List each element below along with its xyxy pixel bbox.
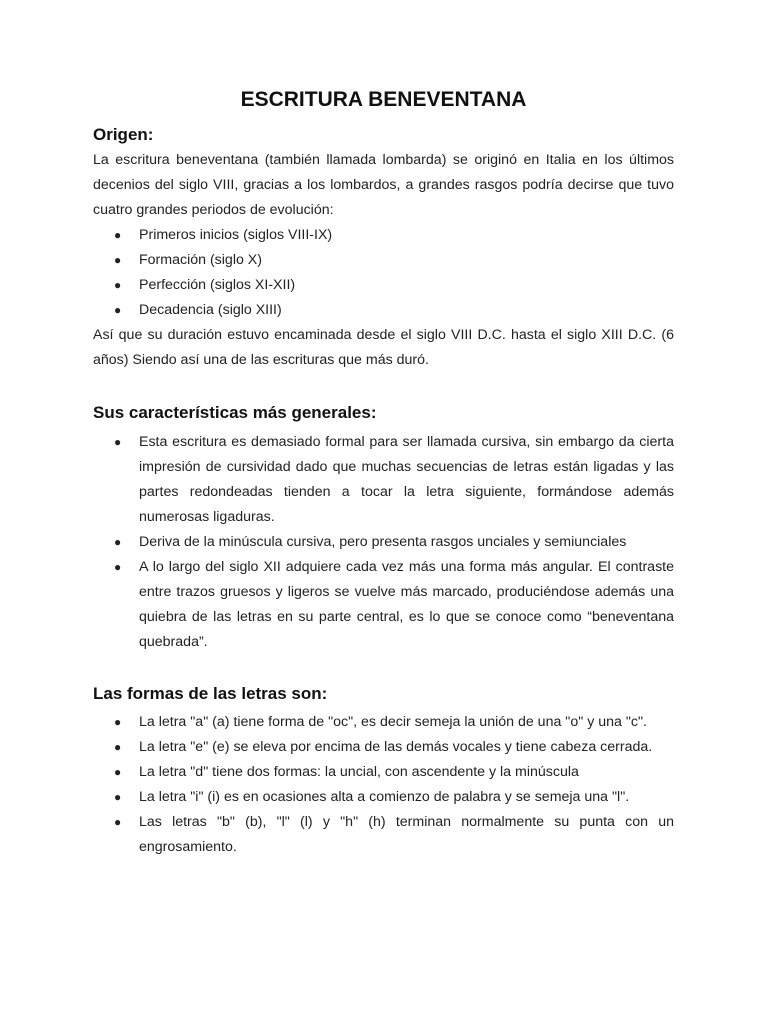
- bullet-icon: ●: [114, 535, 122, 549]
- list-item-text: Perfección (siglos XI-XII): [139, 277, 296, 293]
- caracteristicas-list: [93, 430, 674, 655]
- bullet-icon: ●: [114, 435, 122, 449]
- list-item: [93, 810, 674, 860]
- list-item: [93, 248, 674, 273]
- list-item-text: Decadencia (siglo XIII): [139, 302, 282, 318]
- section-heading-caracteristicas: Sus características más generales:: [93, 403, 377, 422]
- document-title: ESCRITURA BENEVENTANA: [240, 88, 527, 111]
- bullet-icon: ●: [114, 815, 122, 829]
- list-item: [93, 298, 674, 323]
- bullet-icon: ●: [114, 278, 122, 292]
- list-item-text: Primeros inicios (siglos VIII-IX): [139, 227, 333, 243]
- bullet-icon: ●: [114, 765, 122, 779]
- list-item: [93, 735, 674, 760]
- bullet-icon: ●: [114, 740, 122, 754]
- list-item-text: Deriva de la minúscula cursiva, pero presenta rasgos unciales y semiunciales: [139, 534, 627, 550]
- list-item-text: Las letras "b" (b), "l" (l) y "h" (h) terminan normalmente su punta con un engrosamiento.: [139, 814, 674, 855]
- list-item-text: La letra "a" (a) tiene forma de "oc", es decir semeja la unión de una "o" y una "c".: [139, 714, 647, 730]
- origen-conclusion-paragraph: Así que su duración estuvo encaminada desde el siglo VIII D.C. hasta el siglo XIII D.C. (6 años) Siendo así una de las escrituras que más duró.: [93, 327, 674, 368]
- list-item-text: A lo largo del siglo XII adquiere cada vez más una forma más angular. El contraste entre trazos gruesos y ligeros se vuelve más marcado, produciéndose además una quiebra de las letras en su parte central, es lo que se conoce como “beneventana quebrada”.: [139, 559, 674, 650]
- formas-list: [93, 710, 674, 860]
- list-item-text: Formación (siglo X): [139, 252, 262, 268]
- list-item-text: La letra "d" tiene dos formas: la uncial, con ascendente y la minúscula: [139, 764, 579, 780]
- bullet-icon: ●: [114, 253, 122, 267]
- list-item-text: La letra "i" (i) es en ocasiones alta a comienzo de palabra y se semeja una "l".: [139, 789, 630, 805]
- bullet-icon: ●: [114, 715, 122, 729]
- list-item-text: La letra "e" (e) se eleva por encima de las demás vocales y tiene cabeza cerrada.: [139, 739, 653, 755]
- section-heading-origen: Origen:: [93, 125, 154, 144]
- list-item-text: Esta escritura es demasiado formal para ser llamada cursiva, sin embargo da cierta impresión de cursividad dado que muchas secuencias de letras están ligadas y las partes redondeadas tienden a tocar la letra siguiente, formándose además numerosas ligaduras.: [139, 434, 674, 525]
- list-item: [93, 785, 674, 810]
- section-heading-formas: Las formas de las letras son:: [93, 684, 328, 703]
- bullet-icon: ●: [114, 790, 122, 804]
- document-page: [93, 86, 674, 860]
- bullet-icon: ●: [114, 560, 122, 574]
- list-item: [93, 710, 674, 735]
- bullet-icon: ●: [114, 303, 122, 317]
- list-item: [93, 555, 674, 655]
- bullet-icon: ●: [114, 228, 122, 242]
- list-item: [93, 223, 674, 248]
- list-item: [93, 430, 674, 530]
- list-item: [93, 273, 674, 298]
- list-item: [93, 530, 674, 555]
- origen-intro-paragraph: La escritura beneventana (también llamada lombarda) se originó en Italia en los últimos decenios del siglo VIII, gracias a los lombardos, a grandes rasgos podría decirse que tuvo cuatro grandes periodos de evolución:: [93, 152, 674, 218]
- list-item: [93, 760, 674, 785]
- periods-list: [93, 223, 674, 323]
